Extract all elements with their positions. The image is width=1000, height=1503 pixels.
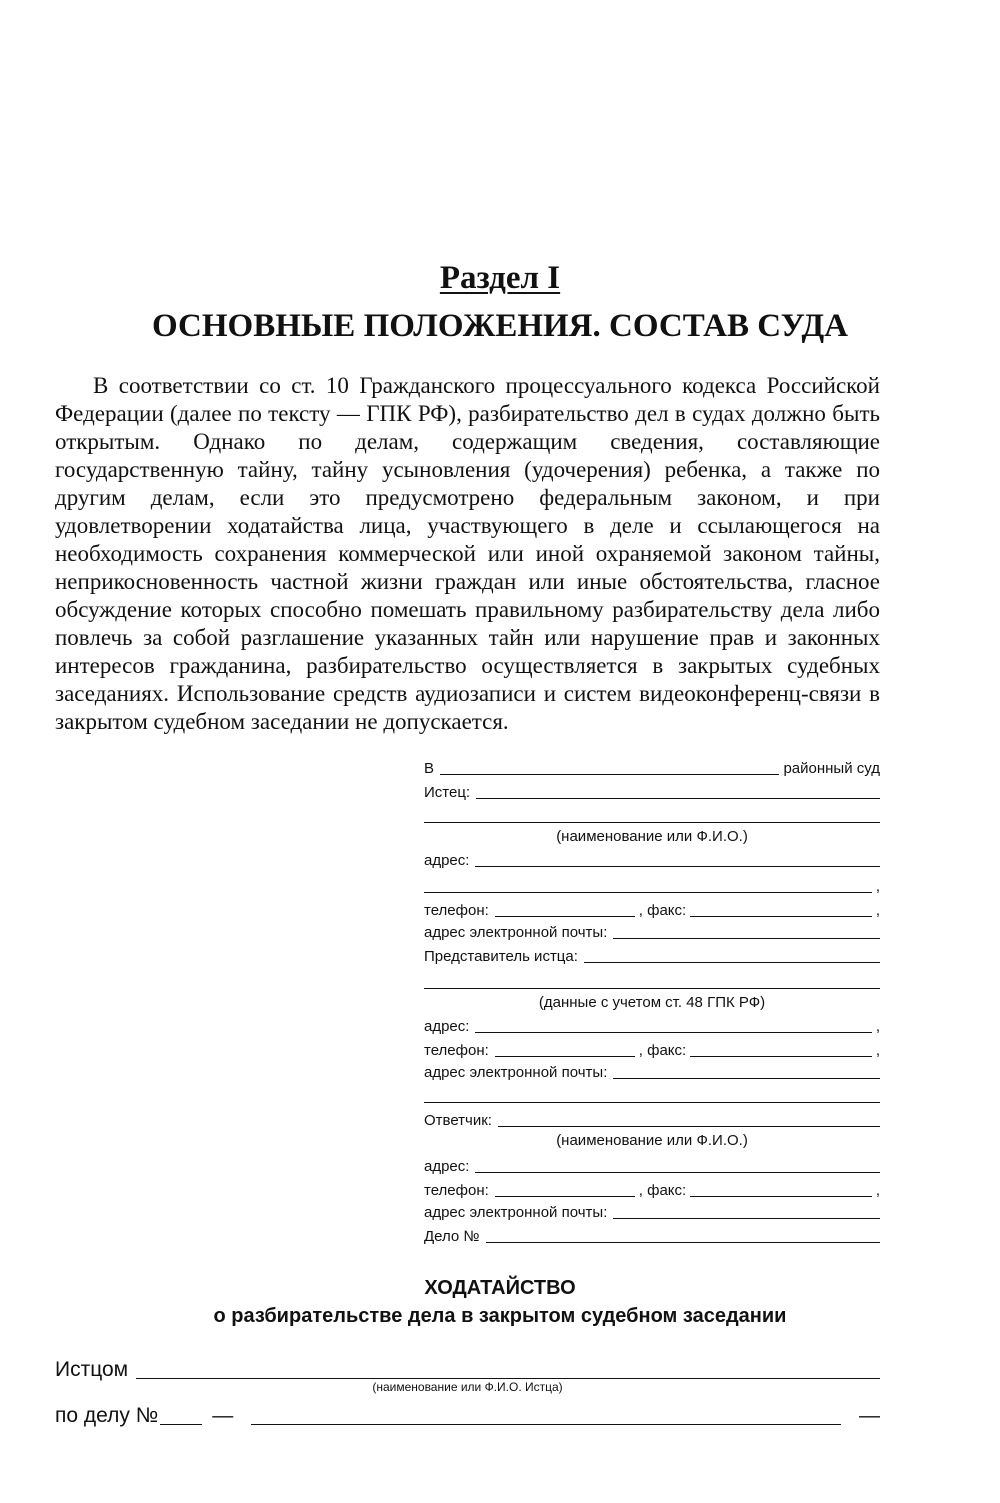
defendant-label: Ответчик: [424,1112,492,1129]
representative-email-input-2[interactable] [424,1084,880,1103]
petition-case-title-input[interactable] [251,1406,841,1425]
defendant-email-row [424,1200,880,1222]
plaintiff-address-row [424,848,880,870]
representative-email-input[interactable] [613,1060,880,1079]
comma-text: , [875,1182,880,1199]
court-name-input[interactable] [440,756,779,775]
plaintiff-input[interactable] [476,780,880,799]
court-prefix-label: В [424,760,435,777]
representative-fax-label: , факс: [638,1042,687,1059]
defendant-phone-row [424,1178,880,1200]
petition-plaintiff-input[interactable] [136,1360,880,1379]
defendant-phone-label: телефон: [424,1182,489,1199]
representative-row [424,944,880,966]
comma-text: , [875,902,880,919]
plaintiff-address-input-2[interactable] [424,874,872,893]
plaintiff-row [424,780,880,802]
section-subtitle: ОСНОВНЫЕ ПОЛОЖЕНИЯ. СОСТАВ СУДА [151,308,849,344]
court-row [424,756,880,778]
section-title: Раздел I [439,260,561,296]
petition-case-label: по делу № [55,1404,159,1427]
defendant-input[interactable] [498,1108,880,1127]
plaintiff-row-2 [424,804,880,826]
plaintiff-input-2[interactable] [424,804,880,823]
comma-text: , [875,878,880,895]
case-number-label: Дело № [424,1228,480,1245]
representative-email-row-2 [424,1084,880,1106]
plaintiff-fax-label: , факс: [638,902,687,919]
defendant-row [424,1108,880,1130]
comma-text: , [875,1018,880,1035]
court-suffix-label: районный суд [783,760,880,777]
defendant-address-input[interactable] [475,1154,880,1173]
plaintiff-email-input[interactable] [613,920,880,939]
body-paragraph: В соответствии со ст. 10 Гражданского процессуального кодекса Российской Федерации (далее по тексту — ГПК РФ), разбирательство дел в судах должно быть открытым. Однако по делам, содержащим сведения, составляющие государственную тайну, тайну усыновления (удочерения) ребенка, а также по другим делам, если это предусмотрено федеральным законом, и при удовлетворении ходатайства лица, участвующего в деле и ссылающегося на необходимость сохранения коммерческой или иной охраняемой законом тайны, неприкосновенность частной жизни граждан или иные обстоятельства, гласное обсуждение которых способно помешать правильному разбирательству дела либо повлечь за собой разглашение указанных тайн или нарушение прав и законных интересов гражданина, разбирательство осуществляется в закрытых судебных заседаниях. Использование средств аудиозаписи и систем видеоконференц-связи в закрытом судебном заседании не допускается. [55,373,880,734]
plaintiff-phone-row [424,898,880,920]
defendant-fax-input[interactable] [690,1178,872,1197]
representative-address-row [424,1014,880,1036]
defendant-address-label: адрес: [424,1158,470,1175]
petition-case-row [55,1400,880,1428]
defendant-phone-input[interactable] [495,1178,635,1197]
representative-address-input[interactable] [475,1014,871,1033]
plaintiff-phone-input[interactable] [495,898,635,917]
defendant-name-caption: (наименование или Ф.И.О.) [556,1132,748,1149]
dash-text: — [212,1404,234,1427]
defendant-address-row [424,1154,880,1176]
representative-address-label: адрес: [424,1018,470,1035]
defendant-email-input[interactable] [613,1200,880,1219]
petition-plaintiff-row [55,1354,880,1382]
plaintiff-email-row [424,920,880,942]
representative-input-2[interactable] [424,970,880,989]
representative-email-label: адрес электронной почты: [424,1064,608,1081]
case-number-row [424,1224,880,1246]
plaintiff-label: Истец: [424,784,471,801]
representative-fax-input[interactable] [690,1038,872,1057]
plaintiff-phone-label: телефон: [424,902,489,919]
plaintiff-address-input[interactable] [475,848,880,867]
representative-input[interactable] [584,944,880,963]
petition-title: ХОДАТАЙСТВО [424,1277,576,1299]
petition-subtitle: о разбирательстве дела в закрытом судебном заседании [213,1305,787,1327]
dash-text: — [859,1404,880,1427]
petition-plaintiff-label: Истцом [55,1358,129,1381]
representative-phone-label: телефон: [424,1042,489,1059]
petition-plaintiff-caption: (наименование или Ф.И.О. Истца) [372,1380,563,1394]
comma-text: , [875,1042,880,1059]
representative-phone-input[interactable] [495,1038,635,1057]
defendant-fax-label: , факс: [638,1182,687,1199]
representative-email-row [424,1060,880,1082]
representative-row-2 [424,970,880,992]
representative-phone-row [424,1038,880,1060]
representative-caption: (данные с учетом ст. 48 ГПК РФ) [538,994,766,1011]
plaintiff-email-label: адрес электронной почты: [424,924,608,941]
plaintiff-address-label: адрес: [424,852,470,869]
petition-case-number-input[interactable] [160,1406,202,1425]
representative-label: Представитель истца: [424,948,578,965]
defendant-email-label: адрес электронной почты: [424,1204,608,1221]
plaintiff-fax-input[interactable] [690,898,872,917]
case-number-input[interactable] [486,1224,880,1243]
plaintiff-address-row-2 [424,874,880,896]
plaintiff-name-caption: (наименование или Ф.И.О.) [556,828,748,845]
